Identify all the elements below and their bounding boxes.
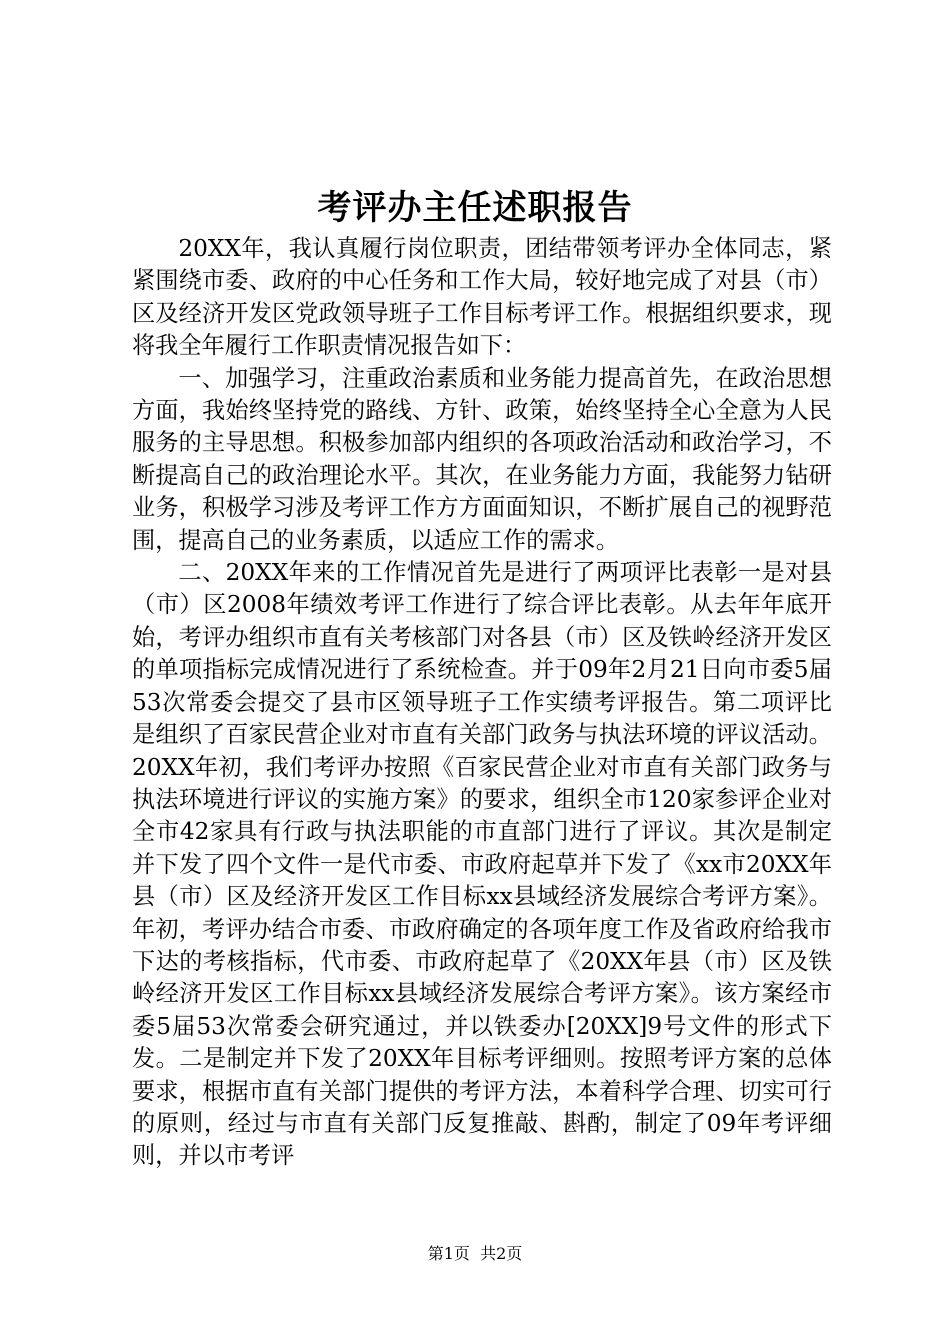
document-body — [132, 233, 832, 1173]
page-footer — [0, 1244, 950, 1264]
document-title: 考评办主任述职报告 — [317, 188, 633, 228]
paragraph-section-one: 一、加强学习，注重政治素质和业务能力提高首先，在政治思想方面，我始终坚持党的路线、方针、政策，始终坚持全心全意为人民服务的主导思想。积极参加部内组织的各项政治活动和政治学习，不断提高自己的政治理论水平。其次，在业务能力方面，我能努力钻研业务，积极学习涉及考评工作方方面面知识，不断扩展自己的视野范围，提高自己的业务素质，以适应工作的需求。 — [132, 364, 832, 554]
paragraph-intro: 20XX年，我认真履行岗位职责，团结带领考评办全体同志，紧紧围绕市委、政府的中心任务和工作大局，较好地完成了对县（市）区及经济开发区党政领导班子工作目标考评工作。根据组织要求，现将我全年履行工作职责情况报告如下： — [132, 235, 832, 360]
paragraph-section-two: 二、20XX年来的工作情况首先是进行了两项评比表彰一是对县（市）区2008年绩效考评工作进行了综合评比表彰。从去年年底开始，考评办组织市直有关考核部门对各县（市）区及铁岭经济开发区的单项指标完成情况进行了系统检查。并于09年2月21日向市委5届53次常委会提交了县市区领导班子工作实绩考评报告。第二项评比是组织了百家民营企业对市直有关部门政务与执法环境的评议活动。20XX年初，我们考评办按照《百家民营企业对市直有关部门政务与执法环境进行评议的实施方案》的要求，组织全市120家参评企业对全市42家具有行政与执法职能的市直部门进行了评议。其次是制定并下发了四个文件一是代市委、市政府起草并下发了《xx市20XX年县（市）区及经济开发区工作目标xx县域经济发展综合考评方案》。年初，考评办结合市委、市政府确定的各项年度工作及省政府给我市下达的考核指标，代市委、市政府起草了《20XX年县（市）区及铁岭经济开发区工作目标xx县域经济发展综合考评方案》。该方案经市委5届53次常委会研究通过，并以铁委办[20XX]9号文件的形式下发。二是制定并下发了20XX年目标考评细则。按照考评方案的总体要求，根据市直有关部门提供的考评方法，本着科学合理、切实可行的原则，经过与市直有关部门反复推敲、斟酌，制定了09年考评细则，并以市考评 — [132, 559, 832, 1170]
footer-gap — [470, 1244, 480, 1263]
page-number: 第1页 — [427, 1244, 470, 1263]
page-total: 共2页 — [480, 1244, 523, 1263]
